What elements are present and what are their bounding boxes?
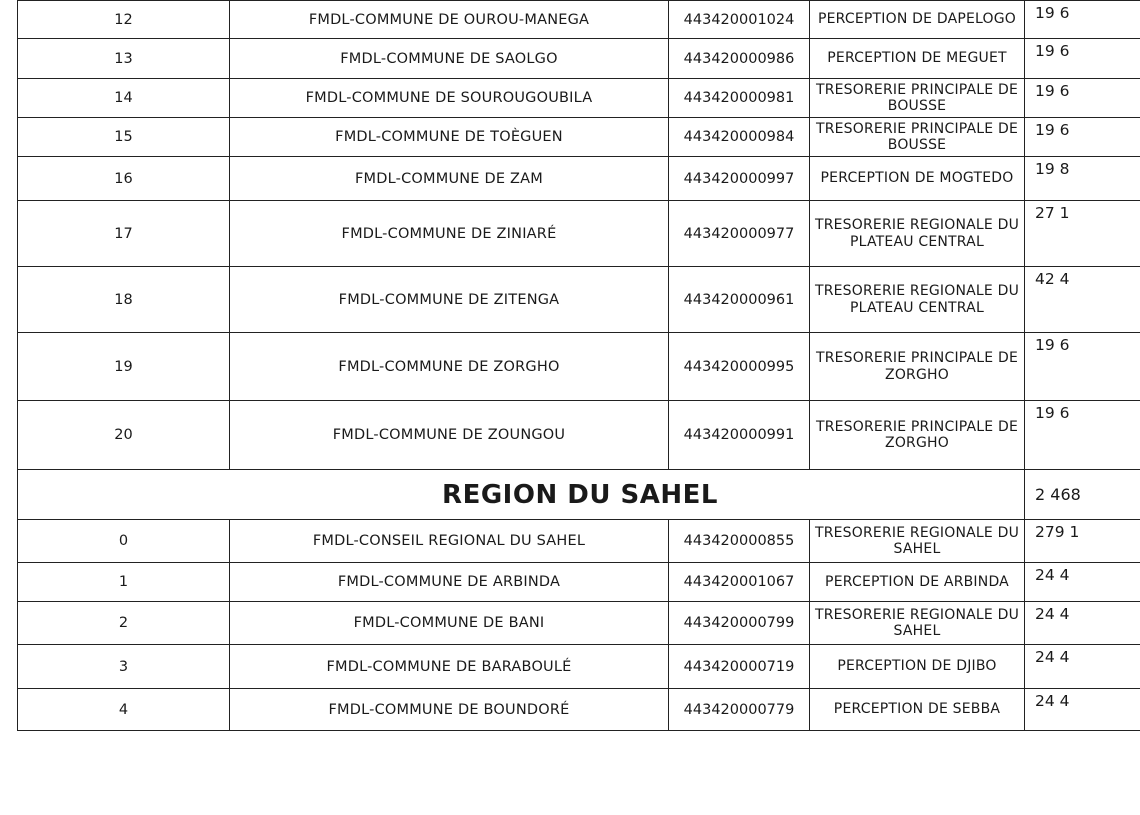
beneficiary-name: FMDL-COMMUNE DE OUROU-MANEGA	[230, 1, 669, 39]
treasury-office: TRESORERIE PRINCIPALE DE BOUSSE	[810, 118, 1025, 157]
beneficiary-name: FMDL-COMMUNE DE ZAM	[230, 157, 669, 201]
allocation-table	[17, 0, 1140, 731]
beneficiary-name: FMDL-COMMUNE DE ARBINDA	[230, 563, 669, 602]
amount: 42 4	[1025, 267, 1140, 333]
table-row	[18, 39, 1140, 79]
account-number: 443420000991	[669, 401, 810, 470]
beneficiary-name: FMDL-COMMUNE DE BARABOULÉ	[230, 645, 669, 689]
amount: 279 1	[1025, 520, 1140, 563]
table-row	[18, 79, 1140, 118]
treasury-office: PERCEPTION DE MEGUET	[810, 39, 1025, 79]
amount: 19 6	[1025, 39, 1140, 79]
treasury-office: PERCEPTION DE MOGTEDO	[810, 157, 1025, 201]
beneficiary-name: FMDL-COMMUNE DE TOÈGUEN	[230, 118, 669, 157]
row-number: 3	[18, 645, 230, 689]
table-row	[18, 689, 1140, 731]
amount: 19 6	[1025, 1, 1140, 39]
beneficiary-name: FMDL-COMMUNE DE ZINIARÉ	[230, 201, 669, 267]
account-number: 443420000995	[669, 333, 810, 401]
row-number: 1	[18, 563, 230, 602]
beneficiary-name: FMDL-COMMUNE DE ZOUNGOU	[230, 401, 669, 470]
treasury-office: TRESORERIE PRINCIPALE DE ZORGHO	[810, 401, 1025, 470]
row-number: 20	[18, 401, 230, 470]
row-number: 16	[18, 157, 230, 201]
table-row	[18, 1, 1140, 39]
table-row	[18, 401, 1140, 470]
region-total: 2 468	[1025, 470, 1140, 520]
table-row	[18, 333, 1140, 401]
beneficiary-name: FMDL-COMMUNE DE SOUROUGOUBILA	[230, 79, 669, 118]
treasury-office: TRESORERIE REGIONALE DU PLATEAU CENTRAL	[810, 201, 1025, 267]
beneficiary-name: FMDL-COMMUNE DE ZITENGA	[230, 267, 669, 333]
treasury-office: TRESORERIE REGIONALE DU PLATEAU CENTRAL	[810, 267, 1025, 333]
treasury-office: TRESORERIE REGIONALE DU SAHEL	[810, 602, 1025, 645]
account-number: 443420000984	[669, 118, 810, 157]
table-row	[18, 118, 1140, 157]
beneficiary-name: FMDL-COMMUNE DE ZORGHO	[230, 333, 669, 401]
amount: 19 8	[1025, 157, 1140, 201]
amount: 24 4	[1025, 689, 1140, 731]
region-header-row	[18, 470, 1140, 520]
account-number: 443420000799	[669, 602, 810, 645]
account-number: 443420000961	[669, 267, 810, 333]
beneficiary-name: FMDL-COMMUNE DE BANI	[230, 602, 669, 645]
treasury-office: PERCEPTION DE DAPELOGO	[810, 1, 1025, 39]
row-number: 13	[18, 39, 230, 79]
beneficiary-name: FMDL-CONSEIL REGIONAL DU SAHEL	[230, 520, 669, 563]
account-number: 443420000719	[669, 645, 810, 689]
table-row	[18, 563, 1140, 602]
account-number: 443420001067	[669, 563, 810, 602]
treasury-office: TRESORERIE REGIONALE DU SAHEL	[810, 520, 1025, 563]
amount: 19 6	[1025, 79, 1140, 118]
row-number: 0	[18, 520, 230, 563]
table-row	[18, 645, 1140, 689]
table-row	[18, 157, 1140, 201]
account-number: 443420000981	[669, 79, 810, 118]
amount: 19 6	[1025, 118, 1140, 157]
region-title: REGION DU SAHEL	[18, 470, 1025, 520]
row-number: 14	[18, 79, 230, 118]
treasury-office: TRESORERIE PRINCIPALE DE BOUSSE	[810, 79, 1025, 118]
amount: 24 4	[1025, 602, 1140, 645]
amount: 19 6	[1025, 333, 1140, 401]
account-number: 443420000855	[669, 520, 810, 563]
amount: 24 4	[1025, 645, 1140, 689]
account-number: 443420000977	[669, 201, 810, 267]
account-number: 443420000779	[669, 689, 810, 731]
account-number: 443420001024	[669, 1, 810, 39]
beneficiary-name: FMDL-COMMUNE DE BOUNDORÉ	[230, 689, 669, 731]
amount: 19 6	[1025, 401, 1140, 470]
row-number: 18	[18, 267, 230, 333]
row-number: 4	[18, 689, 230, 731]
account-number: 443420000986	[669, 39, 810, 79]
treasury-office: PERCEPTION DE SEBBA	[810, 689, 1025, 731]
beneficiary-name: FMDL-COMMUNE DE SAOLGO	[230, 39, 669, 79]
account-number: 443420000997	[669, 157, 810, 201]
row-number: 19	[18, 333, 230, 401]
table-row	[18, 201, 1140, 267]
table-row	[18, 602, 1140, 645]
table-row	[18, 520, 1140, 563]
amount: 24 4	[1025, 563, 1140, 602]
row-number: 15	[18, 118, 230, 157]
treasury-office: PERCEPTION DE ARBINDA	[810, 563, 1025, 602]
table-row	[18, 267, 1140, 333]
row-number: 17	[18, 201, 230, 267]
amount: 27 1	[1025, 201, 1140, 267]
row-number: 12	[18, 1, 230, 39]
row-number: 2	[18, 602, 230, 645]
treasury-office: PERCEPTION DE DJIBO	[810, 645, 1025, 689]
treasury-office: TRESORERIE PRINCIPALE DE ZORGHO	[810, 333, 1025, 401]
